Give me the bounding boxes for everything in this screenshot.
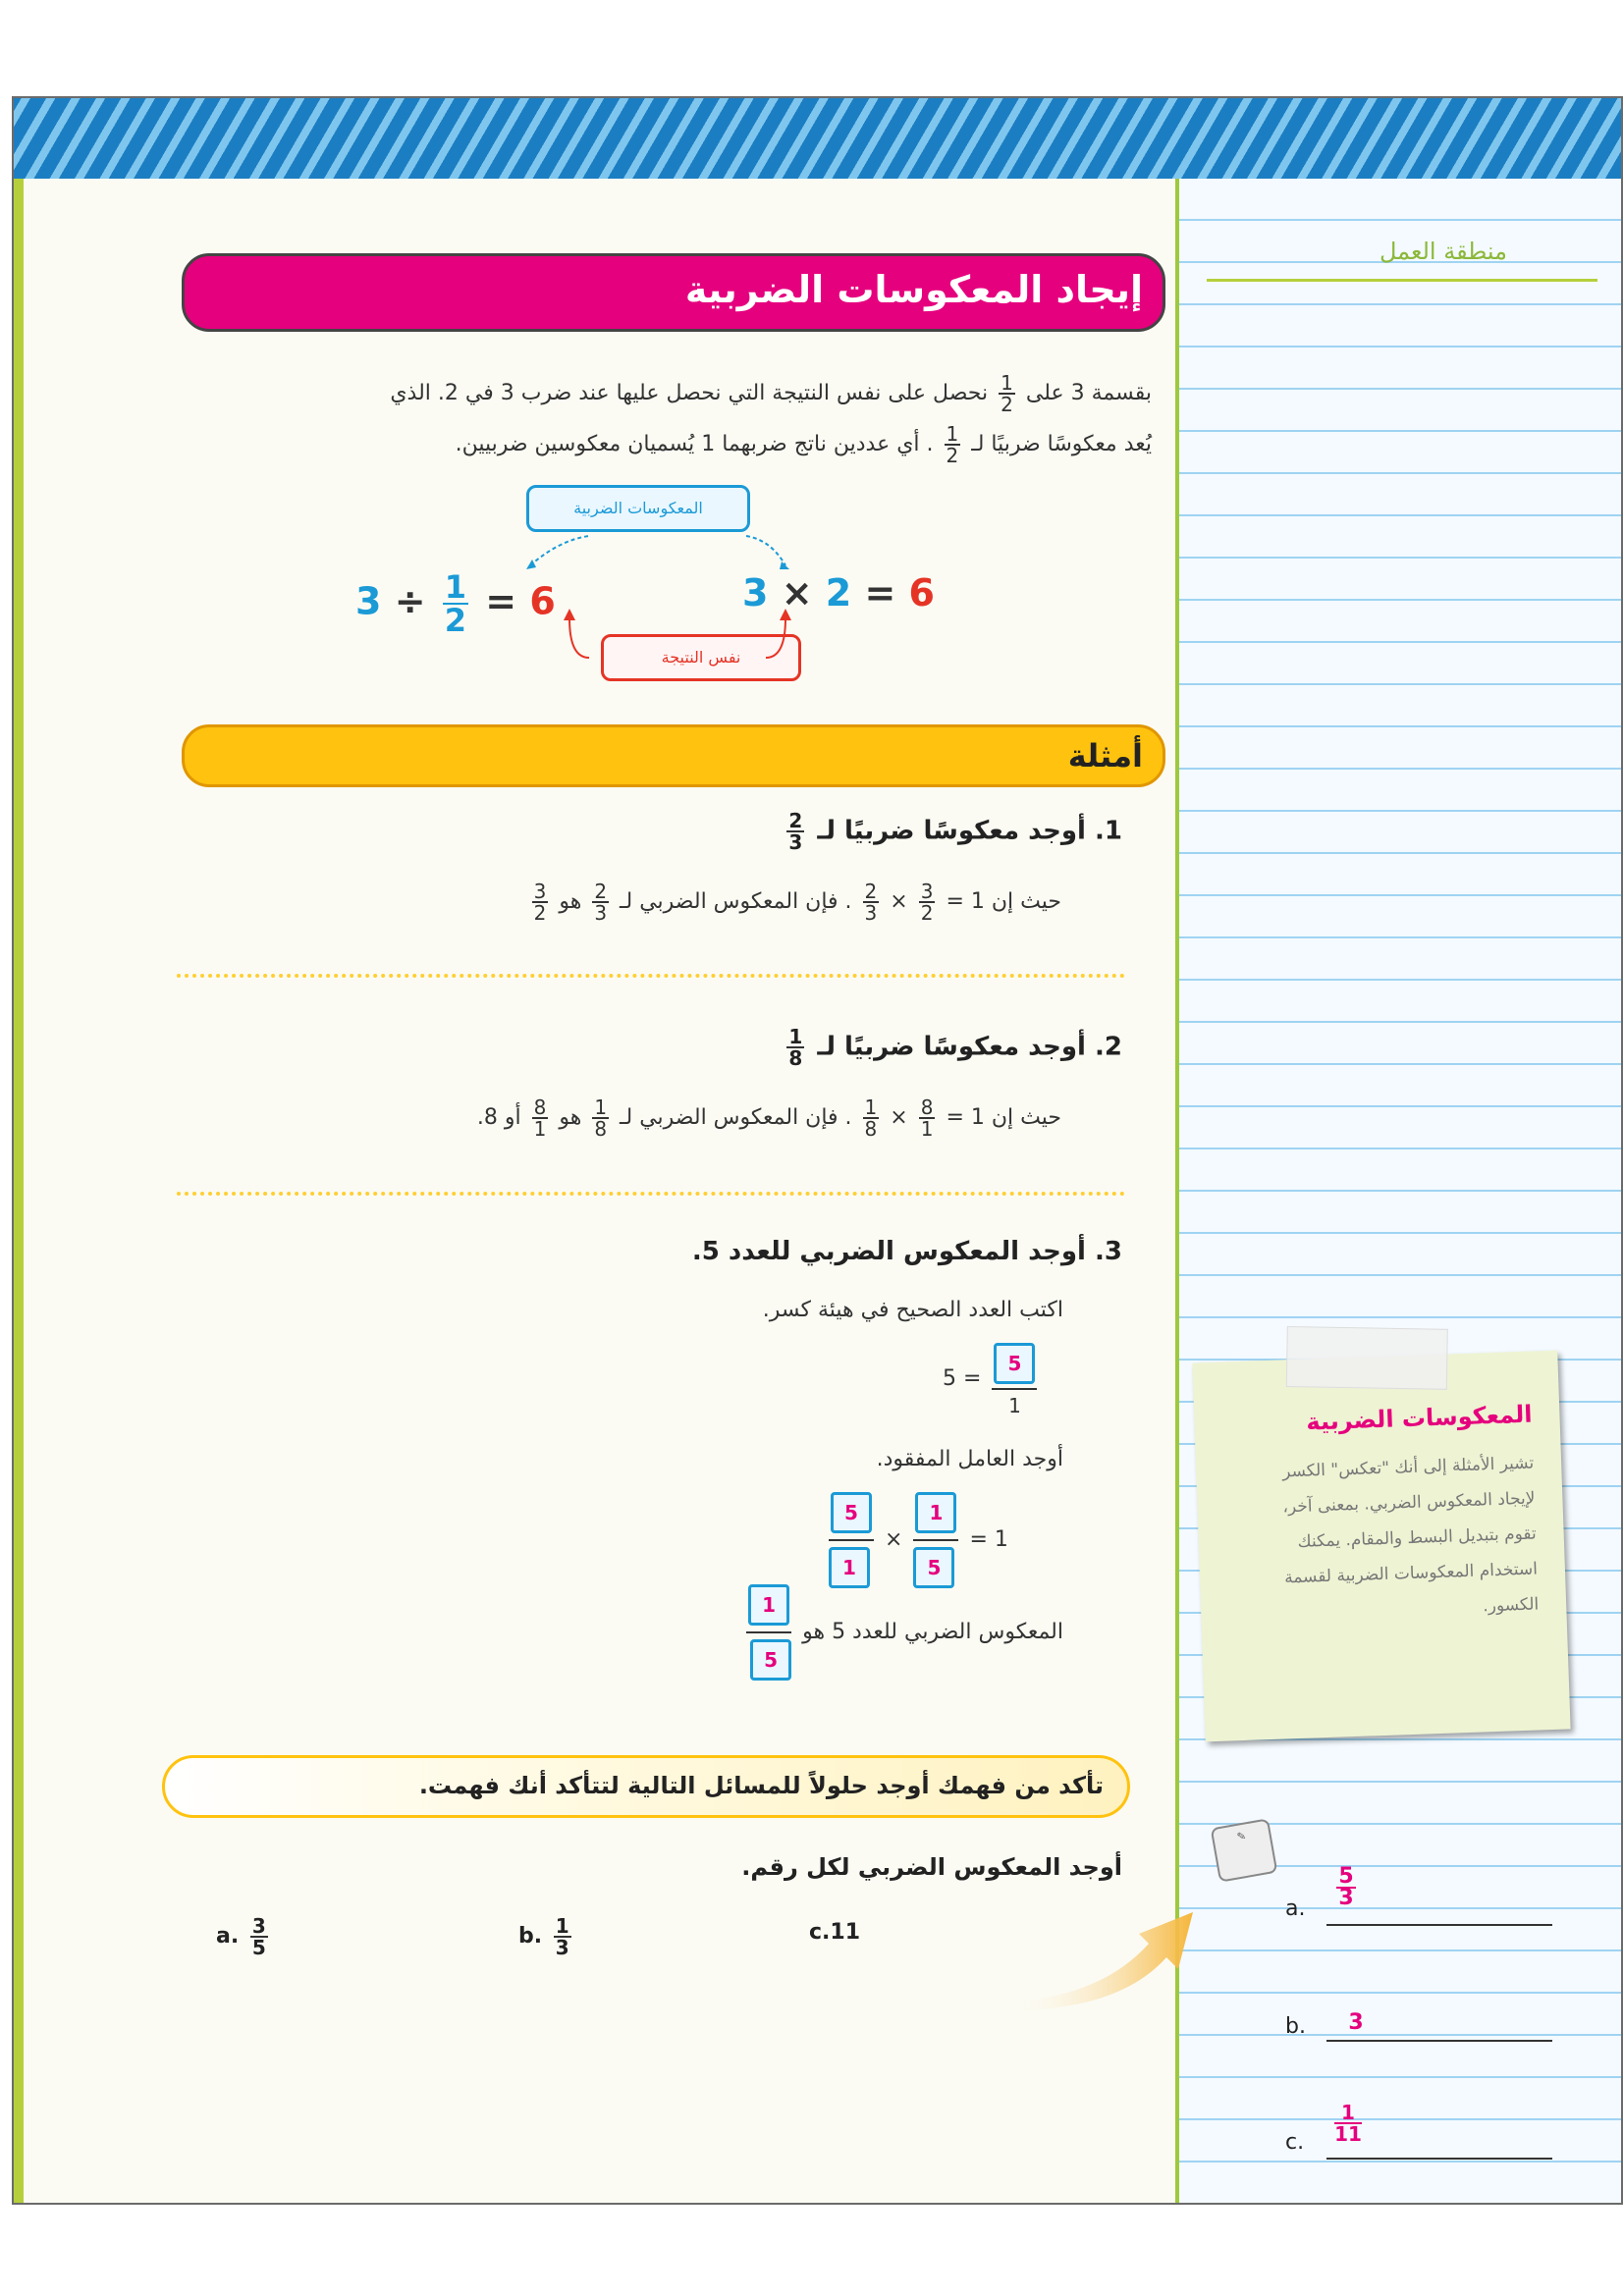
half-den: 2 (946, 444, 959, 467)
answer-label: b. (1285, 2014, 1306, 2039)
example-3-heading (692, 1237, 1122, 1266)
example-3-result (742, 1584, 1063, 1681)
pencil-icon: ✎ (1211, 1818, 1278, 1883)
frac-num: 1 (555, 1914, 569, 1938)
check-instruction: أوجد المعكوس الضربي لكل رقم. (741, 1853, 1122, 1881)
answer-b (1285, 2014, 1306, 2039)
check-title: تأكد من فهمك أوجد حلولاً للمسائل التالية لتتأكد أنك فهمت. (418, 1772, 1104, 1799)
divider (177, 974, 1125, 978)
frac-den: 2 (533, 901, 547, 925)
intro-text: نحصل على نفس النتيجة التي نحصل عليها عند ضرب 3 في 2. الذي (390, 381, 989, 405)
example-number: 3. (1095, 1237, 1122, 1266)
solution-text: هو (559, 1105, 582, 1130)
answer-box: 1 (915, 1492, 956, 1533)
times-sign: × (890, 1105, 908, 1130)
sticky-note (1192, 1351, 1570, 1742)
frac-den: 8 (594, 1117, 608, 1141)
answer-c-den: 11 (1334, 2122, 1362, 2146)
frac-num: 2 (864, 880, 878, 903)
example-3-step-1: اكتب العدد الصحيح في هيئة كسر. (762, 1298, 1063, 1322)
frac-den: 1 (920, 1117, 934, 1141)
frac-den: 3 (594, 901, 608, 925)
solution-text: . فإن المعكوس الضربي لـ (620, 889, 852, 914)
times-sign: × (781, 571, 813, 614)
problem-c (809, 1920, 860, 1945)
divide-sign: ÷ (394, 579, 426, 623)
frac-num: 2 (788, 809, 803, 832)
frac-num: 8 (920, 1095, 934, 1119)
division-equation (355, 568, 556, 639)
answer-a (1285, 1896, 1305, 1921)
intro-line-1 (170, 371, 1152, 416)
frac-den: 1 (1008, 1394, 1021, 1417)
result-text: المعكوس الضربي للعدد 5 هو (802, 1620, 1063, 1644)
note-title: المعكوسات الضربية (1305, 1400, 1533, 1436)
intro-text: يُعد معكوسًا ضربيًا لـ (971, 432, 1152, 456)
example-3-step-2: أوجد العامل المفقود. (876, 1447, 1063, 1471)
half-den: 2 (1001, 393, 1013, 416)
solution-text: أو 8. (476, 1105, 521, 1130)
check-understanding-band (162, 1755, 1130, 1818)
solution-text: حيث إن 1 = (946, 1105, 1061, 1130)
example-prompt: أوجد معكوسًا ضربيًا لـ (817, 816, 1086, 846)
eq-number: 3 (742, 571, 769, 614)
inverses-label: المعكوسات الضربية (526, 485, 750, 532)
example-3-eq-2 (825, 1492, 1008, 1588)
answer-label: c. (1285, 2130, 1305, 2155)
frac-den: 5 (251, 1936, 266, 1959)
tape (1286, 1326, 1448, 1390)
eq-result: 6 (908, 571, 935, 614)
example-1-heading (783, 811, 1122, 852)
example-prompt: أوجد المعكوس الضربي للعدد 5. (691, 1237, 1086, 1266)
eq-number: 2 (825, 571, 852, 614)
example-2-solution (477, 1097, 1061, 1139)
frac-num: 8 (533, 1095, 547, 1119)
answer-a-num: 5 (1338, 1864, 1354, 1889)
frac-num: 3 (920, 880, 934, 903)
answer-b-line (1326, 2040, 1552, 2042)
examples-title: أمثلة (1067, 737, 1143, 774)
intro-text: . أي عددين ناتج ضربهما 1 يُسميان معكوسين ضربيين. (455, 432, 934, 456)
solution-text: هو (559, 889, 582, 914)
example-number: 2. (1095, 1032, 1122, 1062)
same-result-label: نفس النتيجة (601, 634, 801, 681)
answer-c-num: 1 (1334, 2103, 1362, 2124)
frac-num: 2 (594, 880, 608, 903)
example-number: 1. (1095, 816, 1122, 846)
half-num: 1 (1001, 371, 1013, 395)
examples-band (182, 724, 1165, 787)
example-1-solution (528, 881, 1061, 923)
answer-c (1285, 2130, 1304, 2155)
example-prompt: أوجد معكوسًا ضربيًا لـ (817, 1032, 1086, 1062)
frac-num: 3 (251, 1914, 266, 1938)
frac-den: 3 (864, 901, 878, 925)
answer-a-value[interactable] (1326, 1864, 1366, 1910)
frac-den: 1 (533, 1117, 547, 1141)
example-3-eq-1 (943, 1343, 1041, 1415)
intro-text: بقسمة 3 على (1025, 381, 1152, 405)
eq-num: 1 (444, 568, 467, 606)
divider (177, 1192, 1125, 1196)
problem-label: c. (809, 1920, 831, 1945)
frac-den: 8 (788, 1046, 803, 1070)
arrow-icon (992, 1904, 1198, 2012)
example-2-heading (783, 1027, 1122, 1068)
equals-sign: = (485, 579, 517, 623)
answer-c-line (1326, 2158, 1552, 2160)
answer-box: 5 (831, 1492, 872, 1533)
answer-box: 1 (829, 1547, 870, 1588)
left-margin-rule (14, 179, 24, 2205)
frac-den: 3 (555, 1936, 569, 1959)
problem-label: a. (216, 1924, 240, 1949)
answer-a-den: 3 (1338, 1886, 1354, 1910)
frac-den: 2 (920, 901, 934, 925)
equals-sign: = (864, 571, 896, 614)
times-sign: × (885, 1527, 903, 1552)
eq-lhs: 5 = (943, 1366, 982, 1391)
answer-a-line (1326, 1924, 1552, 1926)
answer-box: 5 (913, 1547, 954, 1588)
work-zone-panel (1175, 179, 1623, 2205)
frac-num: 1 (788, 1025, 803, 1048)
problem-a (216, 1916, 272, 1957)
half-num: 1 (946, 422, 959, 446)
answer-box: 1 (748, 1584, 789, 1626)
answer-c-value[interactable] (1326, 2103, 1370, 2144)
frac-num: 3 (533, 880, 547, 903)
work-zone-title: منطقة العمل (1379, 238, 1507, 265)
intro-line-2 (170, 422, 1152, 467)
frac-den: 8 (864, 1117, 878, 1141)
eq-rhs: = 1 (969, 1527, 1008, 1552)
frac-den: 3 (788, 830, 803, 854)
eq-result: 6 (529, 579, 556, 623)
answer-box: 5 (994, 1343, 1035, 1384)
answer-label: a. (1285, 1896, 1306, 1921)
problem-label: b. (518, 1924, 543, 1949)
header-stripe (14, 98, 1621, 179)
work-zone-title-rule (1207, 279, 1597, 282)
solution-text: . فإن المعكوس الضربي لـ (620, 1105, 852, 1130)
solution-text: حيث إن 1 = (946, 889, 1061, 914)
problem-b (518, 1916, 575, 1957)
eq-number: 3 (355, 579, 382, 623)
answer-b-value[interactable]: 3 (1348, 2010, 1364, 2035)
note-body: تشير الأمثلة إلى أنك "تعكس" الكسر لإيجاد المعكوس الضربي. بمعنى آخر، تقوم بتبديل البسط والمقام. يمكنك استخدام المعكوسات الضربية لقسمة الكسور. (1281, 1453, 1540, 1617)
frac-num: 1 (594, 1095, 608, 1119)
answer-box: 5 (750, 1639, 791, 1681)
times-sign: × (890, 889, 908, 914)
eq-den: 2 (444, 602, 467, 639)
lesson-title-band (182, 253, 1165, 332)
multiplication-equation (742, 571, 935, 614)
lesson-title: إيجاد المعكوسات الضربية (684, 268, 1143, 311)
problem-value: 11 (830, 1920, 861, 1945)
frac-num: 1 (864, 1095, 878, 1119)
